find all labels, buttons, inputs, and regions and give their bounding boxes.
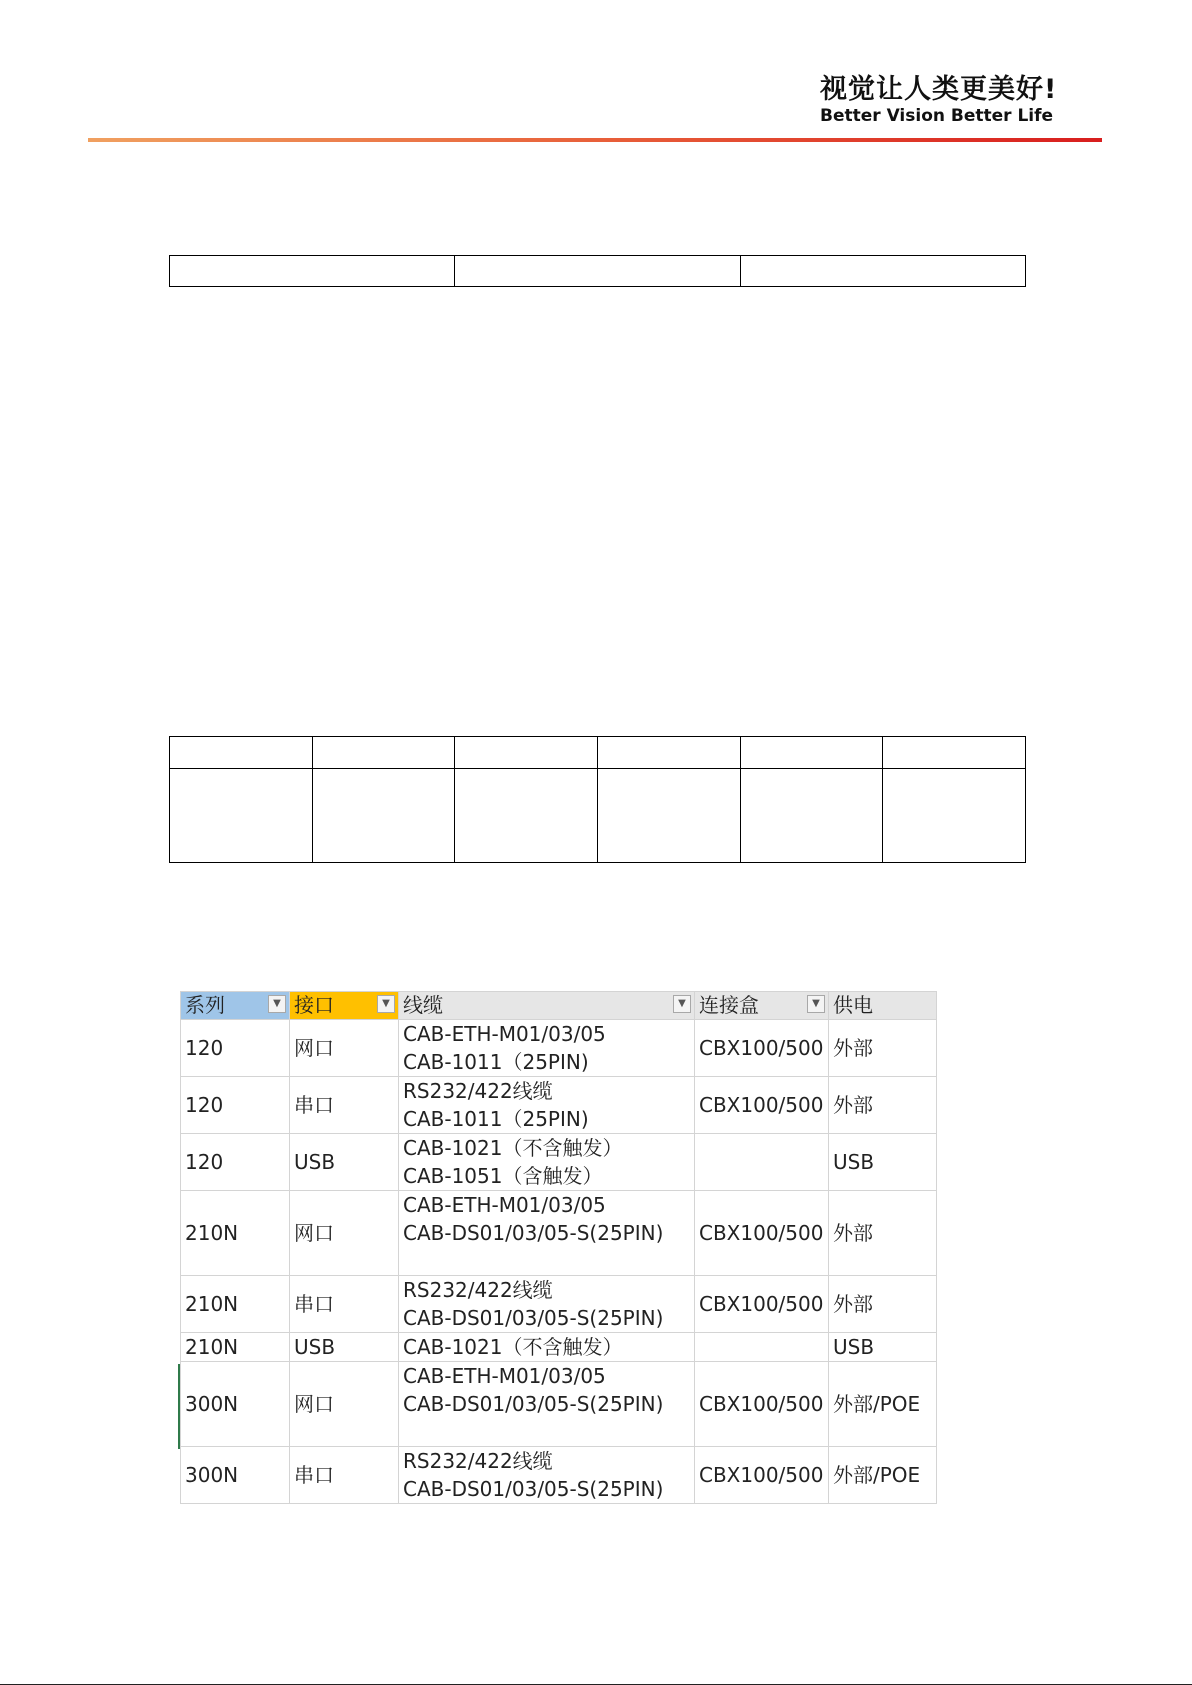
- power-cell[interactable]: USB: [829, 1134, 937, 1191]
- cable-line: RS232/422线缆: [403, 1278, 553, 1302]
- series-cell[interactable]: 210N: [181, 1191, 290, 1276]
- table-row: [181, 1020, 937, 1077]
- empty-table-middle: [169, 736, 1026, 863]
- slogan-chinese: 视觉让人类更美好!: [820, 74, 1058, 105]
- table-row: [181, 1276, 937, 1333]
- empty-cell: [170, 769, 313, 863]
- cable-line: RS232/422线缆: [403, 1449, 553, 1473]
- power-cell[interactable]: USB: [829, 1333, 937, 1362]
- empty-cell: [597, 769, 740, 863]
- row-selection-accent: [178, 1364, 180, 1449]
- column-header-label: 连接盒: [699, 993, 759, 1017]
- empty-cell: [312, 769, 455, 863]
- filter-dropdown-icon[interactable]: ▼: [268, 995, 286, 1013]
- filter-dropdown-icon[interactable]: ▼: [377, 995, 395, 1013]
- compatibility-spreadsheet: [180, 991, 936, 1507]
- box-cell[interactable]: CBX100/500: [695, 1077, 829, 1134]
- cable-cell[interactable]: [399, 1134, 695, 1191]
- port-cell[interactable]: 网口: [290, 1362, 399, 1447]
- series-cell[interactable]: 210N: [181, 1333, 290, 1362]
- header-slogan: [820, 74, 1080, 126]
- box-cell[interactable]: CBX100/500: [695, 1020, 829, 1077]
- column-header-label: 供电: [833, 993, 873, 1017]
- series-cell[interactable]: 120: [181, 1134, 290, 1191]
- empty-cell: [883, 769, 1026, 863]
- cable-line: CAB-1011（25PIN): [403, 1050, 589, 1074]
- cable-line: CAB-ETH-M01/03/05: [403, 1364, 606, 1388]
- series-cell[interactable]: 120: [181, 1077, 290, 1134]
- table-row: [181, 1447, 937, 1504]
- series-cell[interactable]: 300N: [181, 1447, 290, 1504]
- column-header-series[interactable]: [181, 992, 290, 1020]
- port-cell[interactable]: 串口: [290, 1276, 399, 1333]
- column-header-label: 接口: [294, 993, 334, 1017]
- series-cell[interactable]: 300N: [181, 1362, 290, 1447]
- column-header-cable[interactable]: [399, 992, 695, 1020]
- cable-line: CAB-ETH-M01/03/05: [403, 1193, 606, 1217]
- cable-line: CAB-DS01/03/05-S(25PIN): [403, 1477, 664, 1501]
- filter-dropdown-icon[interactable]: ▼: [673, 995, 691, 1013]
- empty-cell: [170, 256, 455, 287]
- cable-cell[interactable]: [399, 1362, 695, 1447]
- empty-cell: [455, 256, 740, 287]
- port-cell[interactable]: 网口: [290, 1191, 399, 1276]
- column-header-label: 系列: [185, 993, 225, 1017]
- cable-line: CAB-DS01/03/05-S(25PIN): [403, 1306, 664, 1330]
- port-cell[interactable]: USB: [290, 1333, 399, 1362]
- cable-cell[interactable]: [399, 1077, 695, 1134]
- cable-line: CAB-DS01/03/05-S(25PIN): [403, 1392, 664, 1416]
- column-header-power[interactable]: [829, 992, 937, 1020]
- empty-cell: [312, 737, 455, 769]
- box-cell[interactable]: CBX100/500: [695, 1191, 829, 1276]
- column-header-junction-box[interactable]: [695, 992, 829, 1020]
- empty-cell: [170, 737, 313, 769]
- series-cell[interactable]: 210N: [181, 1276, 290, 1333]
- empty-cell: [740, 769, 883, 863]
- cable-cell[interactable]: [399, 1447, 695, 1504]
- column-header-port[interactable]: [290, 992, 399, 1020]
- cable-line: CAB-1051（含触发）: [403, 1164, 603, 1188]
- cable-cell[interactable]: [399, 1191, 695, 1276]
- empty-cell: [740, 737, 883, 769]
- box-cell[interactable]: [695, 1134, 829, 1191]
- cable-line: RS232/422线缆: [403, 1079, 553, 1103]
- port-cell[interactable]: 网口: [290, 1020, 399, 1077]
- table-row: [181, 1191, 937, 1276]
- empty-cell: [455, 737, 598, 769]
- compatibility-table: [180, 991, 937, 1504]
- cable-line: CAB-1011（25PIN): [403, 1107, 589, 1131]
- slogan-english: Better Vision Better Life: [820, 106, 1054, 126]
- table-row: [181, 1134, 937, 1191]
- filter-dropdown-icon[interactable]: ▼: [807, 995, 825, 1013]
- box-cell[interactable]: CBX100/500: [695, 1362, 829, 1447]
- empty-table-top: [169, 255, 1026, 287]
- power-cell[interactable]: 外部/POE: [829, 1362, 937, 1447]
- cable-cell[interactable]: [399, 1333, 695, 1362]
- power-cell[interactable]: 外部: [829, 1276, 937, 1333]
- port-cell[interactable]: 串口: [290, 1077, 399, 1134]
- empty-cell: [597, 737, 740, 769]
- table-row: [181, 1362, 937, 1447]
- series-cell[interactable]: 120: [181, 1020, 290, 1077]
- empty-cell: [455, 769, 598, 863]
- column-header-label: 线缆: [403, 993, 443, 1017]
- cable-cell[interactable]: [399, 1276, 695, 1333]
- table-row: [181, 1077, 937, 1134]
- cable-line: CAB-1021（不含触发）: [403, 1136, 623, 1160]
- cable-line: CAB-DS01/03/05-S(25PIN): [403, 1221, 664, 1245]
- power-cell[interactable]: 外部: [829, 1020, 937, 1077]
- power-cell[interactable]: 外部/POE: [829, 1447, 937, 1504]
- empty-cell: [883, 737, 1026, 769]
- box-cell[interactable]: CBX100/500: [695, 1447, 829, 1504]
- power-cell[interactable]: 外部: [829, 1077, 937, 1134]
- port-cell[interactable]: USB: [290, 1134, 399, 1191]
- power-cell[interactable]: 外部: [829, 1191, 937, 1276]
- box-cell[interactable]: [695, 1333, 829, 1362]
- box-cell[interactable]: CBX100/500: [695, 1276, 829, 1333]
- port-cell[interactable]: 串口: [290, 1447, 399, 1504]
- cable-line: CAB-ETH-M01/03/05: [403, 1022, 606, 1046]
- header-row: [181, 992, 937, 1020]
- cable-cell[interactable]: [399, 1020, 695, 1077]
- table-row: [181, 1333, 937, 1362]
- cable-line: CAB-1021（不含触发）: [403, 1335, 623, 1359]
- header-divider: [88, 138, 1102, 142]
- empty-cell: [740, 256, 1025, 287]
